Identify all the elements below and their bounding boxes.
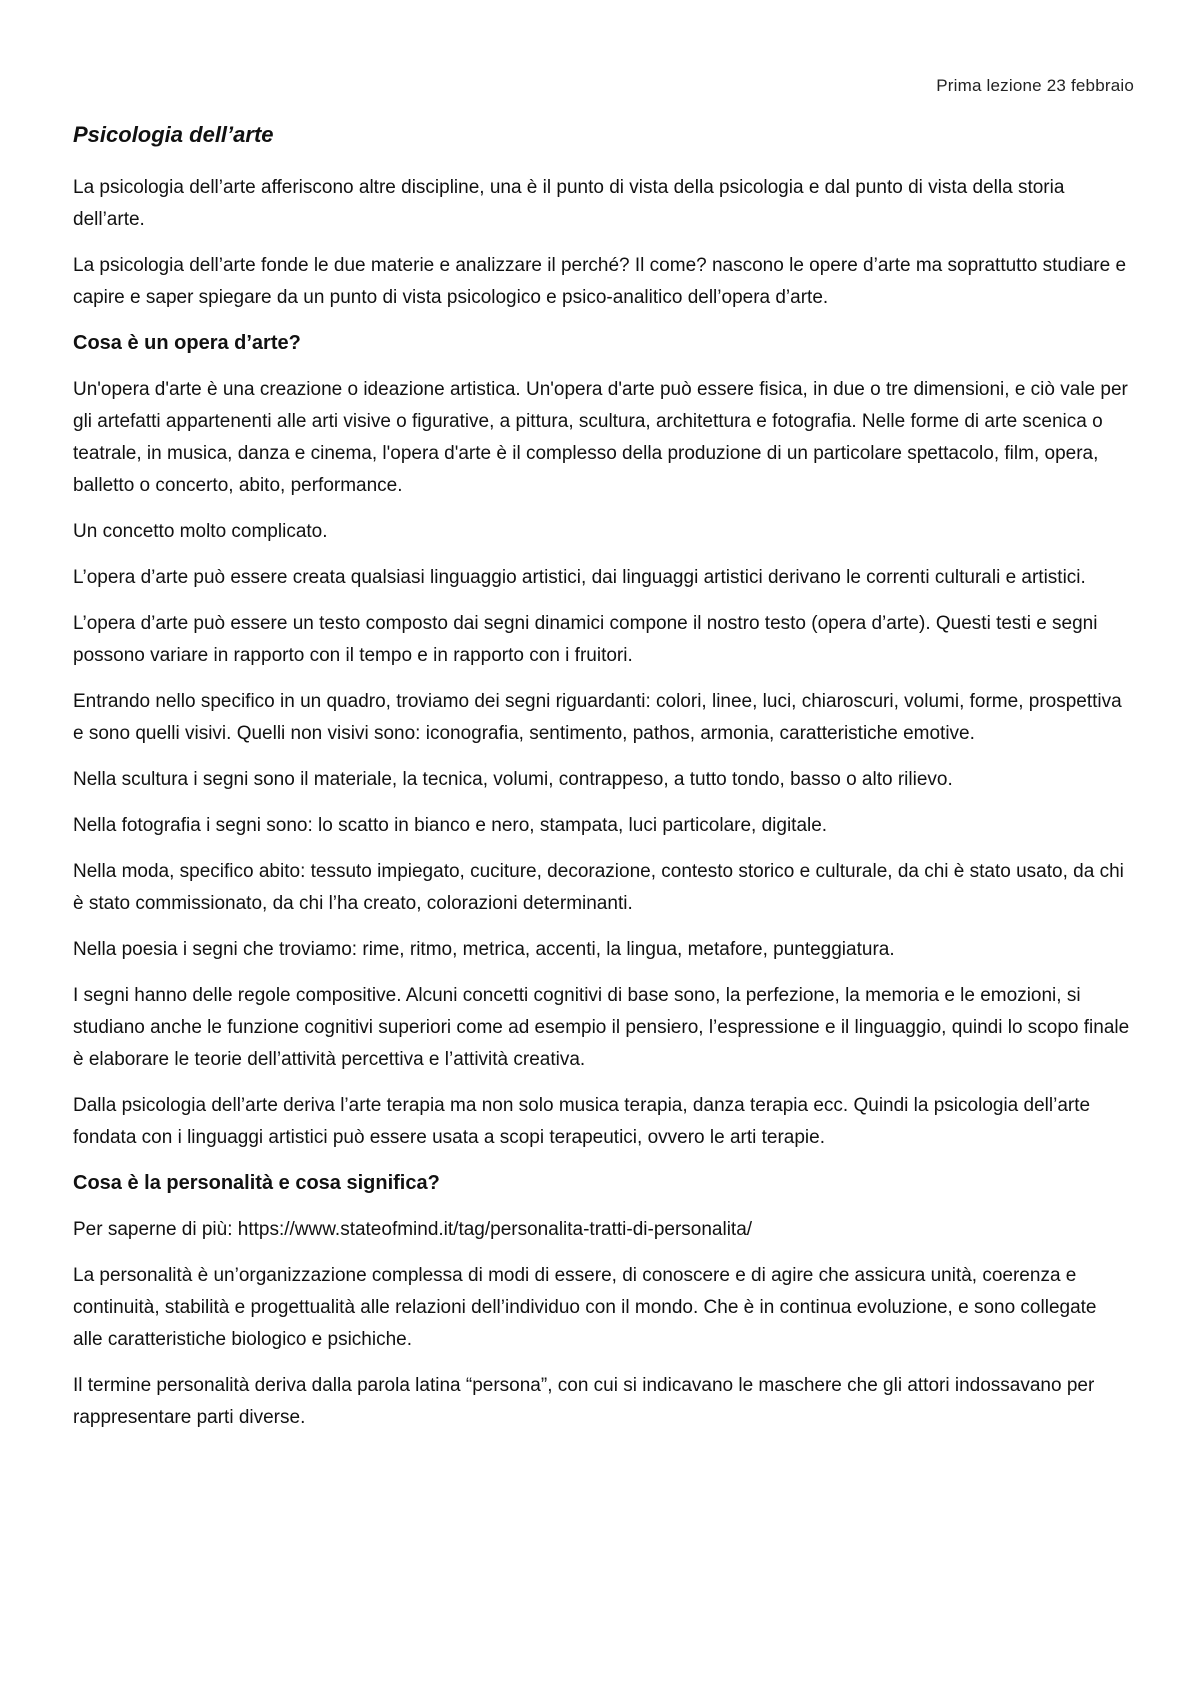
document-title: Psicologia dell’arte [73, 122, 274, 147]
paragraph: Il termine personalità deriva dalla parola latina “persona”, con cui si indicavano le maschere che gli attori indossavano per rappresentare parti diverse. [73, 1375, 1095, 1428]
paragraph: Un concetto molto complicato. [73, 521, 328, 542]
paragraph: Nella moda, specifico abito: tessuto impiegato, cuciture, decorazione, contesto storico e culturale, da chi è stato usato, da chi è stato commissionato, da chi l’ha creato, colorazioni determinanti. [73, 861, 1124, 914]
paragraph: L’opera d’arte può essere creata qualsiasi linguaggio artistici, dai linguaggi artistici derivano le correnti culturali e artistici. [73, 567, 1086, 588]
paragraph: Nella scultura i segni sono il materiale, la tecnica, volumi, contrappeso, a tutto tondo, basso o alto rilievo. [73, 769, 953, 790]
paragraph: Entrando nello specifico in un quadro, troviamo dei segni riguardanti: colori, linee, luci, chiaroscuri, volumi, forme, prospettiva e sono quelli visivi. Quelli non visivi sono: iconografia, sentimento, pathos, armonia, caratteristiche emotive. [73, 691, 1122, 744]
link-paragraph[interactable]: Per saperne di più: https://www.stateofmind.it/tag/personalita-tratti-di-personalita/ [73, 1219, 753, 1240]
paragraph: Nella poesia i segni che troviamo: rime, ritmo, metrica, accenti, la lingua, metafore, punteggiatura. [73, 939, 895, 960]
document-body [73, 172, 1131, 1448]
lesson-header: Prima lezione 23 febbraio [936, 76, 1134, 95]
paragraph: Nella fotografia i segni sono: lo scatto in bianco e nero, stampata, luci particolare, digitale. [73, 815, 828, 836]
section-heading: Cosa è un opera d’arte? [73, 332, 301, 354]
paragraph: Dalla psicologia dell’arte deriva l’arte terapia ma non solo musica terapia, danza terapia ecc. Quindi la psicologia dell’arte fondata con i linguaggi artistici può essere usata a scopi terapeutici, ovvero le arti terapie. [73, 1095, 1091, 1148]
paragraph: I segni hanno delle regole compositive. Alcuni concetti cognitivi di base sono, la perfezione, la memoria e le emozioni, si studiano anche le funzione cognitivi superiori come ad esempio il pensiero, l’espressione e il linguaggio, quindi lo scopo finale è elaborare le teorie dell’attività percettiva e l’attività creativa. [73, 985, 1130, 1070]
paragraph: L’opera d’arte può essere un testo composto dai segni dinamici compone il nostro testo (opera d’arte). Questi testi e segni possono variare in rapporto con il tempo e in rapporto con i fruitori. [73, 613, 1098, 666]
paragraph: La personalità è un’organizzazione complessa di modi di essere, di conoscere e di agire che assicura unità, coerenza e continuità, stabilità e progettualità alle relazioni dell’individuo con il mondo. Che è in continua evoluzione, e sono collegate alle caratteristiche biologico e psichiche. [73, 1265, 1097, 1350]
paragraph: La psicologia dell’arte afferiscono altre discipline, una è il punto di vista della psicologia e dal punto di vista della storia dell’arte. [73, 177, 1065, 230]
section-heading: Cosa è la personalità e cosa significa? [73, 1172, 440, 1194]
paragraph: Un'opera d'arte è una creazione o ideazione artistica. Un'opera d'arte può essere fisica, in due o tre dimensioni, e ciò vale per gli artefatti appartenenti alle arti visive o figurative, a pittura, scultura, architettura e fotografia. Nelle forme di arte scenica o teatrale, in musica, danza e cinema, l'opera d'arte è il complesso della produzione di un particolare spettacolo, film, opera, balletto o concerto, abito, performance. [73, 379, 1128, 496]
paragraph: La psicologia dell’arte fonde le due materie e analizzare il perché? Il come? nascono le opere d’arte ma soprattutto studiare e capire e saper spiegare da un punto di vista psicologico e psico-analitico dell’opera d’arte. [73, 255, 1127, 308]
